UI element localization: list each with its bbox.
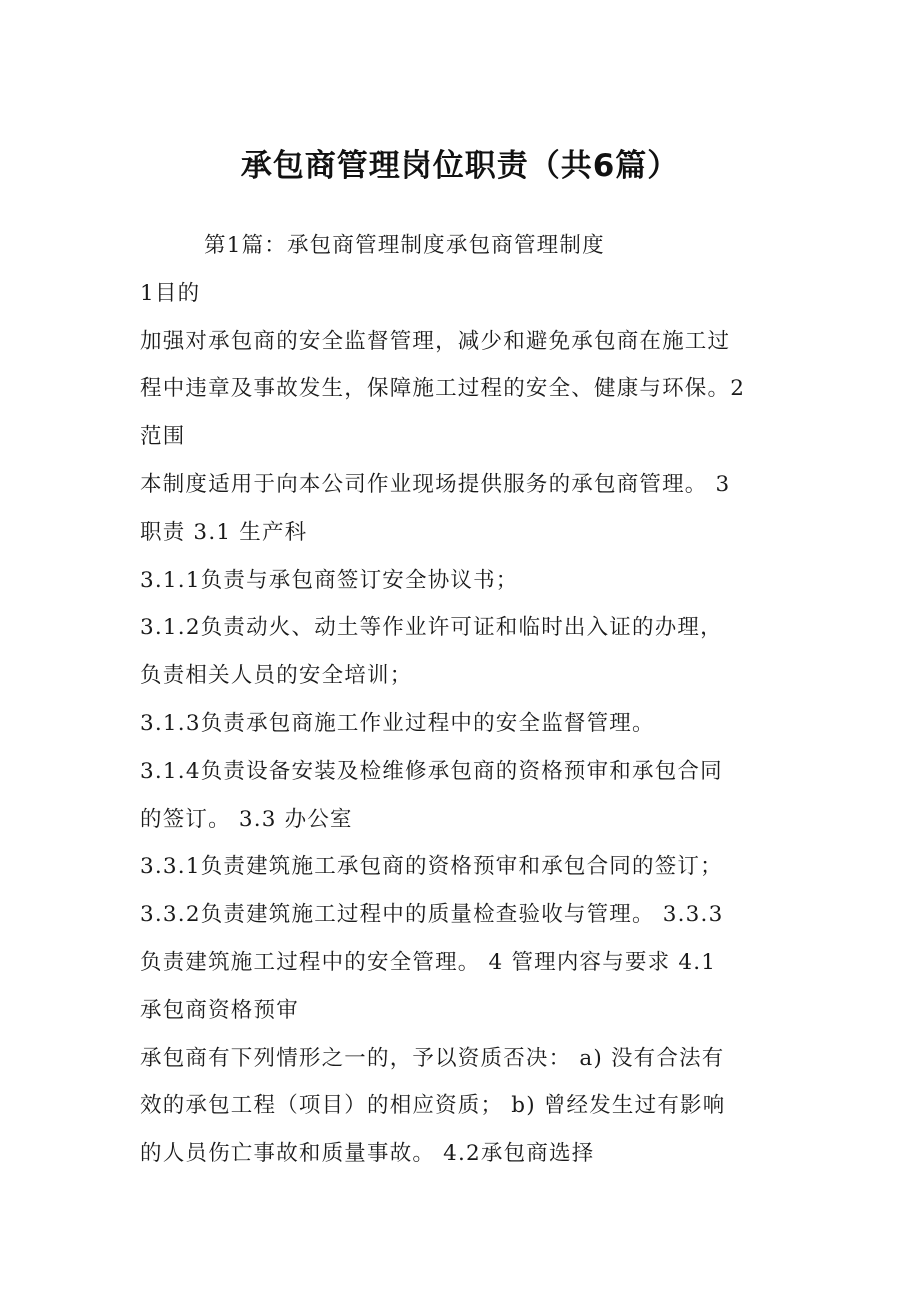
- paragraph-line: 3.1.3负责承包商施工作业过程中的安全监督管理。: [140, 710, 655, 736]
- paragraph-line: 3.1.4负责设备安装及检维修承包商的资格预审和承包合同: [140, 758, 723, 784]
- paragraph-line: 加强对承包商的安全监督管理，减少和避免承包商在施工过: [140, 328, 731, 354]
- paragraph-line: 范围: [140, 424, 186, 450]
- paragraph-line: 的人员伤亡事故和质量事故。 4.2承包商选择: [140, 1141, 595, 1167]
- paragraph-line: 程中违章及事故发生，保障施工过程的安全、健康与环保。2: [140, 376, 746, 402]
- chapter-heading: 第1篇：承包商管理制度承包商管理制度: [204, 233, 605, 258]
- paragraph-line: 3.1.2负责动火、动土等作业许可证和临时出入证的办理，: [140, 615, 723, 641]
- paragraph-line: 负责建筑施工过程中的安全管理。 4 管理内容与要求 4.1: [140, 949, 717, 975]
- paragraph-line: 本制度适用于向本公司作业现场提供服务的承包商管理。 3: [140, 471, 731, 497]
- document-title: 承包商管理岗位职责（共6篇）: [240, 148, 680, 184]
- paragraph-line: 3.3.2负责建筑施工过程中的质量检查验收与管理。 3.3.3: [140, 902, 724, 928]
- paragraph-line: 负责相关人员的安全培训；: [140, 663, 413, 689]
- paragraph-line: 1目的: [140, 280, 201, 306]
- paragraph-line: 承包商有下列情形之一的，予以资质否决： a) 没有合法有: [140, 1045, 725, 1071]
- document-body: [140, 222, 790, 1178]
- paragraph-line: 效的承包工程（项目）的相应资质； b) 曾经发生过有影响: [140, 1093, 726, 1119]
- paragraph-line: 3.3.1负责建筑施工承包商的资格预审和承包合同的签订；: [140, 854, 723, 880]
- paragraph-line: 3.1.1负责与承包商签订安全协议书；: [140, 567, 519, 593]
- paragraph-line: 承包商资格预审: [140, 997, 299, 1023]
- paragraph-line: 职责 3.1 生产科: [140, 519, 308, 545]
- paragraph-line: 的签订。 3.3 办公室: [140, 806, 353, 832]
